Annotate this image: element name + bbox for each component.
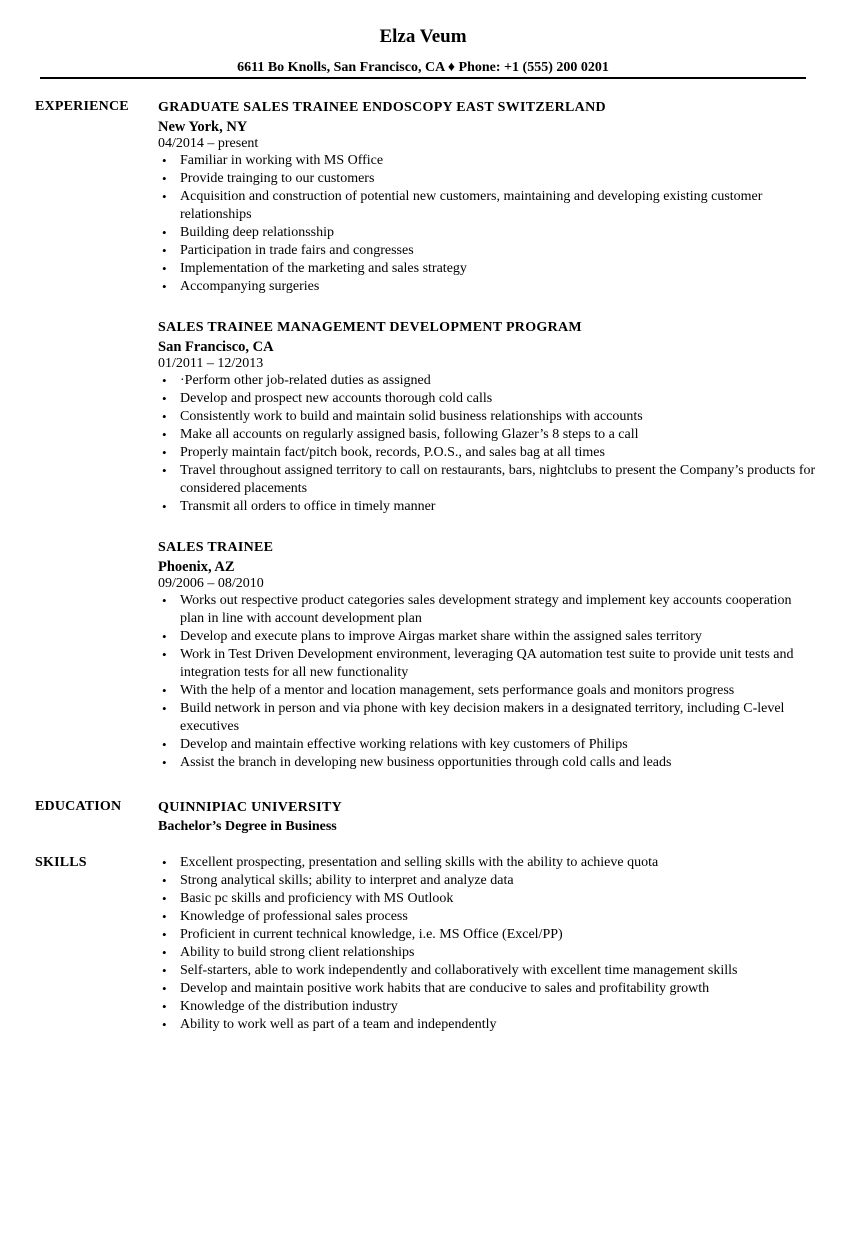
list-item: • Assist the branch in developing new business opportunities through cold calls and leads [158,754,818,772]
education-entry [158,799,818,836]
job-location: Phoenix, AZ [158,559,235,575]
list-item: • Build network in person and via phone with key decision makers in a designated territory, including C-level executives [158,700,818,736]
job-title: SALES TRAINEE MANAGEMENT DEVELOPMENT PROGRAM [158,320,582,335]
list-item: • Ability to build strong client relationships [158,944,818,962]
list-item: • Strong analytical skills; ability to interpret and analyze data [158,872,818,890]
list-item: • Knowledge of professional sales process [158,908,818,926]
job-entry [158,99,818,296]
degree: Bachelor’s Degree in Business [158,819,337,834]
job-title: GRADUATE SALES TRAINEE ENDOSCOPY EAST SWITZERLAND [158,100,606,115]
job-duties-list [158,592,818,772]
school-name: QUINNIPIAC UNIVERSITY [158,800,343,815]
list-item: • Accompanying surgeries [158,278,818,296]
list-item: • With the help of a mentor and location management, sets performance goals and monitors progress [158,682,818,700]
list-item: • Consistently work to build and maintain solid business relationships with accounts [158,408,818,426]
job-entry [158,319,818,516]
header-divider [40,77,806,79]
list-item: • Ability to work well as part of a team and independently [158,1016,818,1034]
experience-heading: EXPERIENCE [35,99,129,114]
list-item: • Develop and prospect new accounts thorough cold calls [158,390,818,408]
job-entry [158,539,818,772]
list-item: • Travel throughout assigned territory to call on restaurants, bars, nightclubs to present the Company’s products for considered placements [158,462,818,498]
list-item: • Works out respective product categories sales development strategy and implement key accounts cooperation plan in line with account development plan [158,592,818,628]
list-item: • Building deep relationsship [158,224,818,242]
list-item: • Work in Test Driven Development environment, leveraging QA automation test suite to provide unit tests and integration tests for all new functionality [158,646,818,682]
list-item: • Provide trainging to our customers [158,170,818,188]
list-item: • Acquisition and construction of potential new customers, maintaining and developing existing customer relationships [158,188,818,224]
skills-heading: SKILLS [35,855,87,870]
list-item: • Proficient in current technical knowledge, i.e. MS Office (Excel/PP) [158,926,818,944]
list-item: • Make all accounts on regularly assigned basis, following Glazer’s 8 steps to a call [158,426,818,444]
job-dates: 09/2006 – 08/2010 [158,576,264,591]
list-item: • Familiar in working with MS Office [158,152,818,170]
job-dates: 04/2014 – present [158,136,259,151]
list-item: • Transmit all orders to office in timely manner [158,498,818,516]
list-item: • Develop and maintain positive work habits that are conducive to sales and profitability growth [158,980,818,998]
list-item: • Participation in trade fairs and congresses [158,242,818,260]
list-item: • Excellent prospecting, presentation and selling skills with the ability to achieve quota [158,854,818,872]
job-location: San Francisco, CA [158,339,274,355]
job-location: New York, NY [158,119,248,135]
list-item: • Implementation of the marketing and sales strategy [158,260,818,278]
list-item: • Self-starters, able to work independently and collaboratively with excellent time management skills [158,962,818,980]
list-item: • ·Perform other job-related duties as assigned [158,372,818,390]
job-title: SALES TRAINEE [158,540,274,555]
candidate-name: Elza Veum [379,26,467,47]
list-item: • Develop and maintain effective working relations with key customers of Philips [158,736,818,754]
job-duties-list [158,372,818,516]
skills-list [158,854,818,1034]
list-item: • Properly maintain fact/pitch book, records, P.O.S., and sales bag at all times [158,444,818,462]
skills-entry [158,854,818,1034]
list-item: • Develop and execute plans to improve Airgas market share within the assigned sales territory [158,628,818,646]
education-heading: EDUCATION [35,799,122,814]
job-dates: 01/2011 – 12/2013 [158,356,264,371]
list-item: • Basic pc skills and proficiency with MS Outlook [158,890,818,908]
list-item: • Knowledge of the distribution industry [158,998,818,1016]
job-duties-list [158,152,818,296]
contact-line: 6611 Bo Knolls, San Francisco, CA ♦ Phone: +1 (555) 200 0201 [237,60,609,75]
